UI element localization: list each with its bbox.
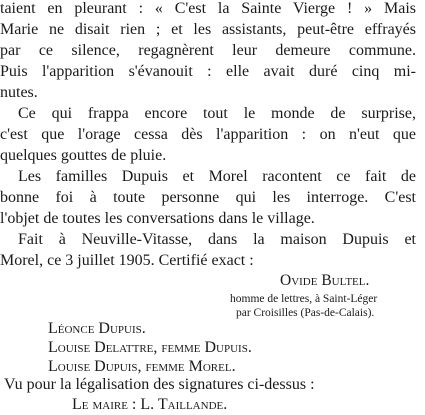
text-line: Fait à Neuville-Vitasse, dans la maison Dupuis et: [18, 231, 416, 248]
text-line: Puis l'apparition s'évanouit : elle avait duré cinq mi-: [0, 63, 416, 80]
witness-signature: Louise Delattre, femme Dupuis.: [48, 339, 252, 356]
legalization-line: Vu pour la légalisation des signatures ci-dessus :: [4, 376, 315, 393]
signatory-address: par Croisilles (Pas-de-Calais).: [236, 307, 375, 319]
witness-signature: Louise Dupuis, femme Morel.: [48, 358, 236, 375]
text-line: Morel, ce 3 juillet 1905. Certifié exact :: [0, 252, 254, 269]
text-line: c'est que l'orage cessa dès l'apparition : on n'eut que: [0, 126, 416, 143]
signatory-name: Ovide Bultel.: [280, 272, 370, 289]
mayor-signature: Le maire : L. Taillande.: [72, 396, 228, 413]
text-line: Les familles Dupuis et Morel racontent ce fait de: [18, 168, 416, 185]
text-line: par ce silence, regagnèrent leur demeure commune.: [0, 42, 416, 59]
text-line: Marie ne disait rien ; et les assistants, peut-être effrayés: [0, 21, 416, 38]
text-line: l'objet de toutes les conversations dans le village.: [0, 210, 315, 227]
text-line: nutes.: [0, 84, 38, 101]
text-line: quelques gouttes de pluie.: [0, 147, 167, 164]
witness-signature: Léonce Dupuis.: [48, 320, 146, 337]
signatory-title: homme de lettres, à Saint-Léger: [230, 293, 378, 305]
text-line: Ce qui frappa encore tout le monde de surprise,: [18, 105, 416, 122]
text-line: bonne foi à toute personne qui les interroge. C'est: [0, 189, 416, 206]
text-line: taient en pleurant : « C'est la Sainte Vierge ! » Mais: [0, 0, 416, 17]
